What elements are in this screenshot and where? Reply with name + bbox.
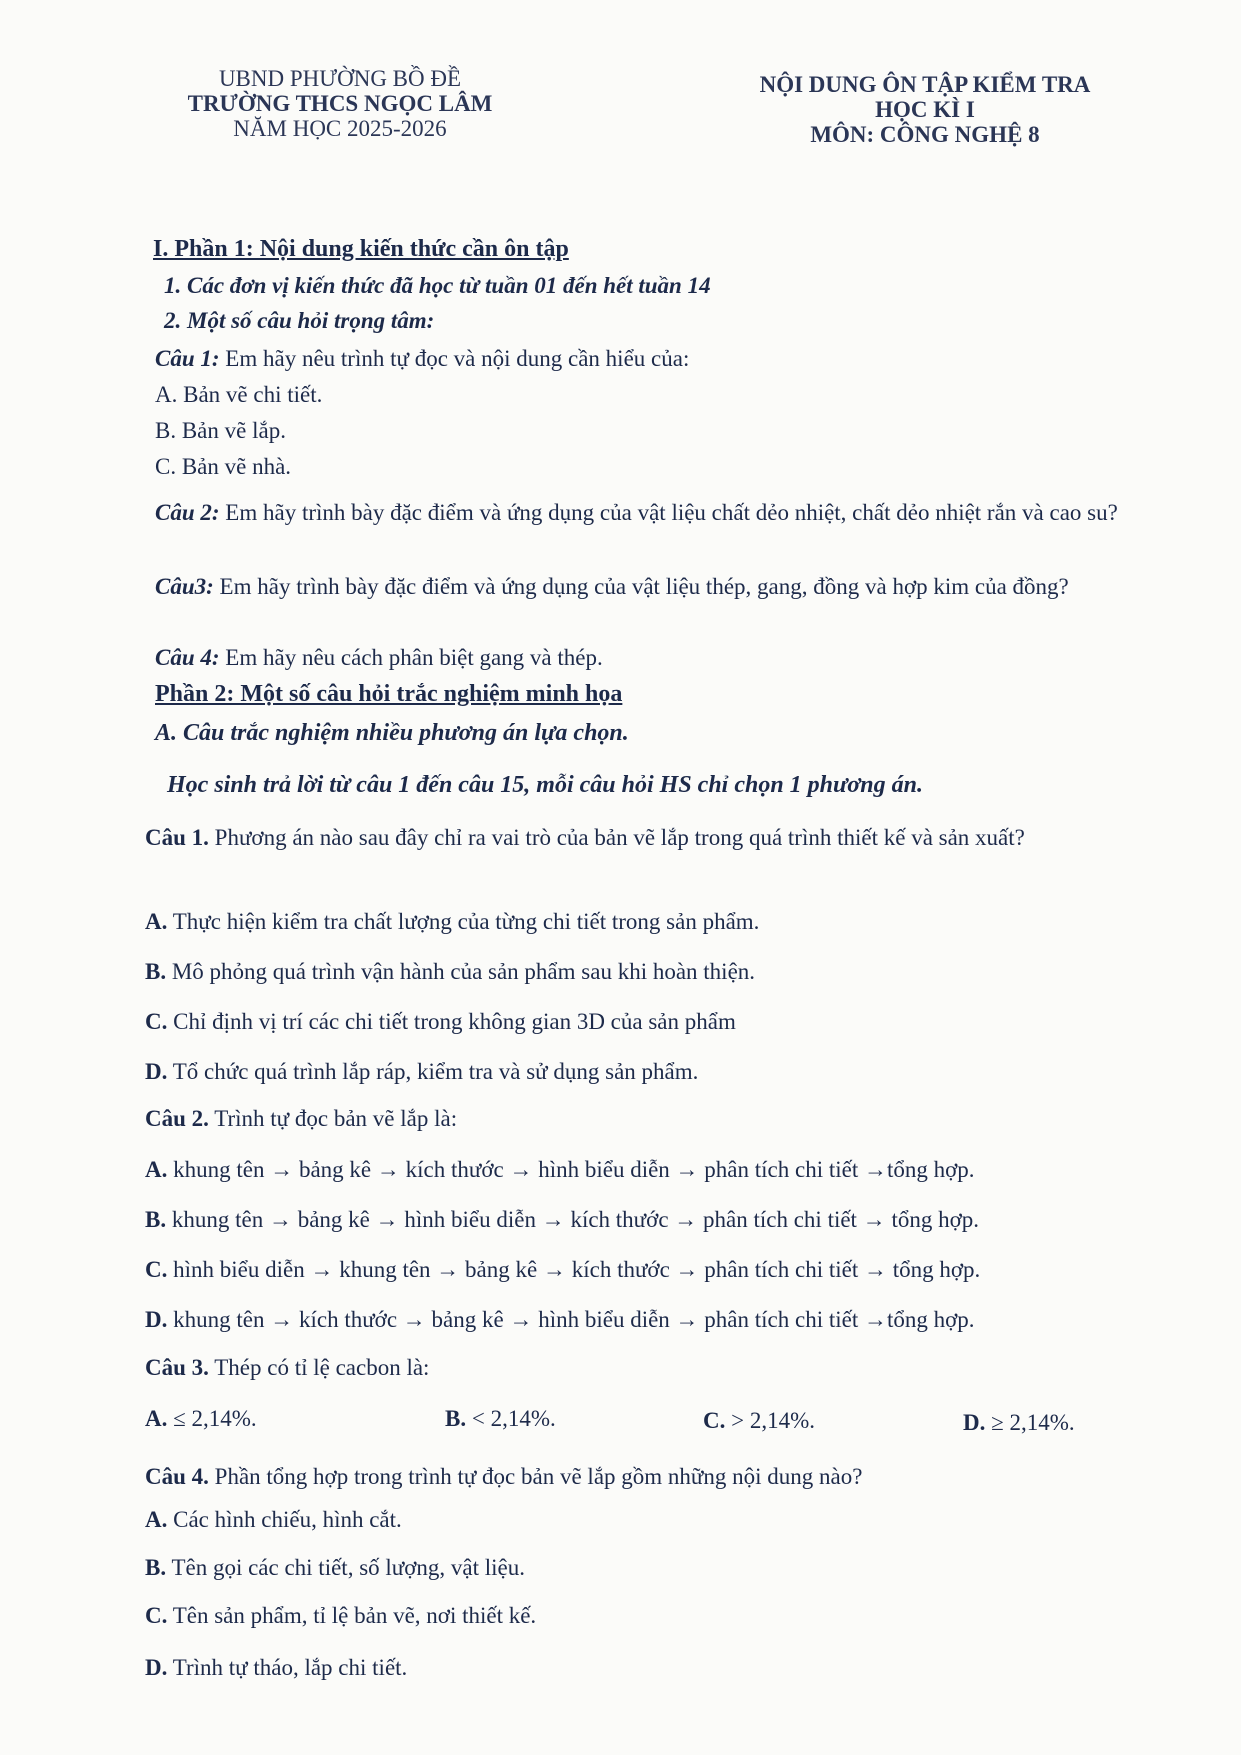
mcq-q1-option-a bbox=[145, 909, 759, 935]
mcq-q3-option-d bbox=[963, 1410, 1075, 1436]
question-text: Em hãy nêu trình tự đọc và nội dung cần hiểu của: bbox=[219, 346, 690, 371]
question-text: Thép có tỉ lệ cacbon là: bbox=[208, 1355, 430, 1380]
mcq-q4-option-c bbox=[145, 1603, 536, 1629]
option-text: Các hình chiếu, hình cắt. bbox=[173, 1507, 402, 1532]
question-text: Phương án nào sau đây chỉ ra vai trò của bản vẽ lắp trong quá trình thiết kế và sản xuất? bbox=[208, 825, 1025, 850]
option-text: < 2,14%. bbox=[471, 1406, 556, 1431]
option-label: B. bbox=[145, 1555, 167, 1580]
mcq-q1-option-d bbox=[145, 1059, 698, 1085]
option-text: hình biểu diễn → khung tên → bảng kê → kích thước → phân tích chi tiết → tổng hợp. bbox=[173, 1257, 981, 1282]
title-line-1: NỘI DUNG ÔN TẬP KIỂM TRA bbox=[759, 72, 1091, 97]
option-label: A. bbox=[145, 909, 168, 934]
mcq-question-1 bbox=[145, 824, 1135, 851]
mcq-q4-option-a bbox=[145, 1507, 402, 1533]
question-text: Em hãy trình bày đặc điểm và ứng dụng của vật liệu chất dẻo nhiệt, chất dẻo nhiệt rắn và cao su? bbox=[219, 500, 1118, 525]
part1-item-1: 1. Các đơn vị kiến thức đã học từ tuần 01 đến hết tuần 14 bbox=[164, 273, 711, 298]
question-label: Câu 4: bbox=[155, 645, 220, 670]
essay-q1-option-c: C. Bản vẽ nhà. bbox=[155, 454, 292, 479]
mcq-q1-option-b bbox=[145, 959, 755, 985]
part1-item-2: 2. Một số câu hỏi trọng tâm: bbox=[164, 308, 435, 333]
question-label: Câu 3. bbox=[145, 1355, 209, 1380]
school-year: NĂM HỌC 2025-2026 bbox=[233, 116, 447, 141]
option-text: ≥ 2,14%. bbox=[991, 1410, 1075, 1435]
option-text: khung tên → kích thước → bảng kê → hình biểu diễn → phân tích chi tiết →tổng hợp. bbox=[173, 1307, 975, 1332]
district-name: UBND PHƯỜNG BỒ ĐỀ bbox=[218, 66, 462, 91]
option-label: A. bbox=[145, 1406, 168, 1431]
option-text: ≤ 2,14%. bbox=[173, 1406, 257, 1431]
option-label: D. bbox=[963, 1410, 986, 1435]
option-label: D. bbox=[145, 1059, 168, 1084]
option-text: Tên gọi các chi tiết, số lượng, vật liệu. bbox=[171, 1555, 525, 1580]
question-label: Câu 4. bbox=[145, 1464, 209, 1489]
option-label: C. bbox=[145, 1257, 168, 1282]
essay-q1-option-b: B. Bản vẽ lắp. bbox=[155, 418, 286, 443]
part2-subtitle: A. Câu trắc nghiệm nhiều phương án lựa chọn. bbox=[155, 720, 629, 746]
mcq-question-3 bbox=[145, 1355, 429, 1381]
option-label: D. bbox=[145, 1655, 168, 1680]
essay-q1-option-a: A. Bản vẽ chi tiết. bbox=[155, 382, 323, 407]
part2-instruction: Học sinh trả lời từ câu 1 đến câu 15, mỗi câu hỏi HS chỉ chọn 1 phương án. bbox=[167, 772, 923, 798]
school-header bbox=[130, 66, 550, 141]
option-label: B. bbox=[145, 1207, 167, 1232]
question-text: Em hãy nêu cách phân biệt gang và thép. bbox=[219, 645, 603, 670]
option-text: khung tên → bảng kê → hình biểu diễn → kích thước → phân tích chi tiết → tổng hợp. bbox=[171, 1207, 979, 1232]
option-text: khung tên → bảng kê → kích thước → hình biểu diễn → phân tích chi tiết →tổng hợp. bbox=[173, 1157, 975, 1182]
option-label: C. bbox=[145, 1009, 168, 1034]
option-label: A. bbox=[145, 1507, 168, 1532]
school-name: TRƯỜNG THCS NGỌC LÂM bbox=[187, 91, 493, 116]
mcq-q3-option-b bbox=[445, 1406, 556, 1432]
essay-question-1 bbox=[155, 346, 689, 372]
option-label: B. bbox=[445, 1406, 467, 1431]
question-label: Câu 1: bbox=[155, 346, 220, 371]
question-label: Câu 2. bbox=[145, 1106, 209, 1131]
option-label: A. bbox=[145, 1157, 168, 1182]
mcq-q2-option-b bbox=[145, 1207, 979, 1233]
option-label: B. bbox=[145, 959, 167, 984]
mcq-q4-option-b bbox=[145, 1555, 525, 1581]
essay-question-4 bbox=[155, 645, 603, 671]
option-text: Mô phỏng quá trình vận hành của sản phẩm sau khi hoàn thiện. bbox=[171, 959, 756, 984]
mcq-q2-option-d bbox=[145, 1307, 975, 1333]
part1-title: I. Phần 1: Nội dung kiến thức cần ôn tập bbox=[153, 236, 569, 262]
option-text: Trình tự tháo, lắp chi tiết. bbox=[172, 1655, 408, 1680]
option-label: C. bbox=[703, 1408, 726, 1433]
option-text: Chỉ định vị trí các chi tiết trong không gian 3D của sản phẩm bbox=[173, 1009, 736, 1034]
mcq-q4-option-d bbox=[145, 1655, 407, 1681]
option-text: Tên sản phẩm, tỉ lệ bản vẽ, nơi thiết kế. bbox=[172, 1603, 537, 1628]
question-label: Câu 2: bbox=[155, 500, 220, 525]
question-text: Em hãy trình bày đặc điểm và ứng dụng của vật liệu thép, gang, đồng và hợp kim của đồng? bbox=[213, 574, 1069, 599]
mcq-q3-option-c bbox=[703, 1408, 815, 1434]
question-text: Trình tự đọc bản vẽ lắp là: bbox=[208, 1106, 458, 1131]
essay-question-3 bbox=[155, 573, 1170, 600]
mcq-question-2 bbox=[145, 1106, 457, 1132]
mcq-q2-option-a bbox=[145, 1157, 975, 1183]
title-line-2: HỌC KÌ I bbox=[875, 97, 975, 122]
option-text: Tổ chức quá trình lắp ráp, kiểm tra và sử dụng sản phẩm. bbox=[172, 1059, 699, 1084]
question-label: Câu 1. bbox=[145, 825, 209, 850]
mcq-question-4 bbox=[145, 1464, 862, 1490]
essay-question-2 bbox=[155, 499, 1170, 526]
option-label: C. bbox=[145, 1603, 168, 1628]
subject-title: MÔN: CÔNG NGHỆ 8 bbox=[810, 122, 1040, 147]
mcq-q2-option-c bbox=[145, 1257, 980, 1283]
option-text: Thực hiện kiểm tra chất lượng của từng chi tiết trong sản phẩm. bbox=[172, 909, 760, 934]
question-text: Phần tổng hợp trong trình tự đọc bản vẽ lắp gồm những nội dung nào? bbox=[208, 1464, 863, 1489]
question-label: Câu3: bbox=[155, 574, 214, 599]
mcq-q1-option-c bbox=[145, 1009, 736, 1035]
option-text: > 2,14%. bbox=[731, 1408, 816, 1433]
part2-title: Phần 2: Một số câu hỏi trắc nghiệm minh họa bbox=[155, 681, 623, 707]
mcq-q3-option-a bbox=[145, 1406, 257, 1432]
option-label: D. bbox=[145, 1307, 168, 1332]
document-title bbox=[690, 72, 1160, 147]
